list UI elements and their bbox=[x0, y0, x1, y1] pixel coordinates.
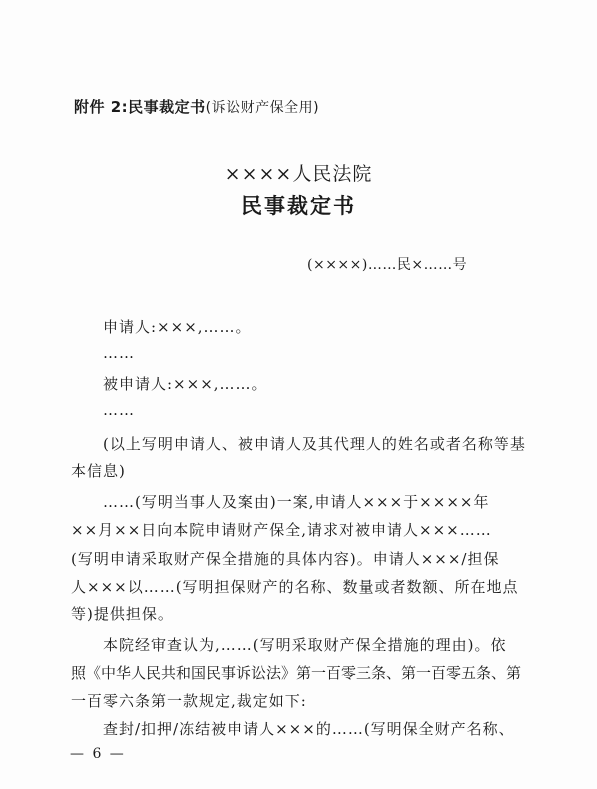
attachment-title: 附件 2:民事裁定书 bbox=[74, 98, 206, 116]
respondent-ellipsis: …… bbox=[103, 401, 135, 419]
attachment-note: (诉讼财产保全用) bbox=[205, 100, 320, 116]
body-line: 照《中华人民共和国民事诉讼法》第一百零三条、第一百零五条、第 bbox=[71, 664, 522, 682]
body-line: 等)提供担保。 bbox=[71, 605, 174, 623]
body-line: (写明申请采取财产保全措施的具体内容)。申请人×××/担保 bbox=[71, 550, 500, 568]
page-number: — 6 — bbox=[70, 746, 126, 762]
applicant-line: 申请人:×××,……。 bbox=[103, 318, 252, 336]
document-title: 民事裁定书 bbox=[241, 194, 356, 218]
case-number: (××××)……民×……号 bbox=[307, 257, 468, 273]
body-line: 本信息) bbox=[71, 462, 126, 480]
body-line: 查封/扣押/冻结被申请人×××的……(写明保全财产名称、 bbox=[103, 720, 515, 738]
respondent-line: 被申请人:×××,……。 bbox=[103, 375, 268, 393]
body-line: (以上写明申请人、被申请人及其代理人的姓名或者名称等基 bbox=[103, 435, 526, 453]
body-line: ……(写明当事人及案由)一案,申请人×××于××××年 bbox=[103, 493, 490, 511]
applicant-ellipsis: …… bbox=[103, 344, 135, 362]
body-line: ××月××日向本院申请财产保全,请求对被申请人×××…… bbox=[71, 521, 492, 539]
body-line: 一百零六条第一款规定,裁定如下: bbox=[71, 692, 307, 710]
court-name: ××××人民法院 bbox=[224, 163, 373, 185]
body-line: 本院经审查认为,……(写明采取财产保全措施的理由)。依 bbox=[103, 636, 507, 654]
attachment-label bbox=[74, 96, 319, 117]
body-line: 人×××以……(写明担保财产的名称、数量或者数额、所在地点 bbox=[71, 578, 519, 596]
